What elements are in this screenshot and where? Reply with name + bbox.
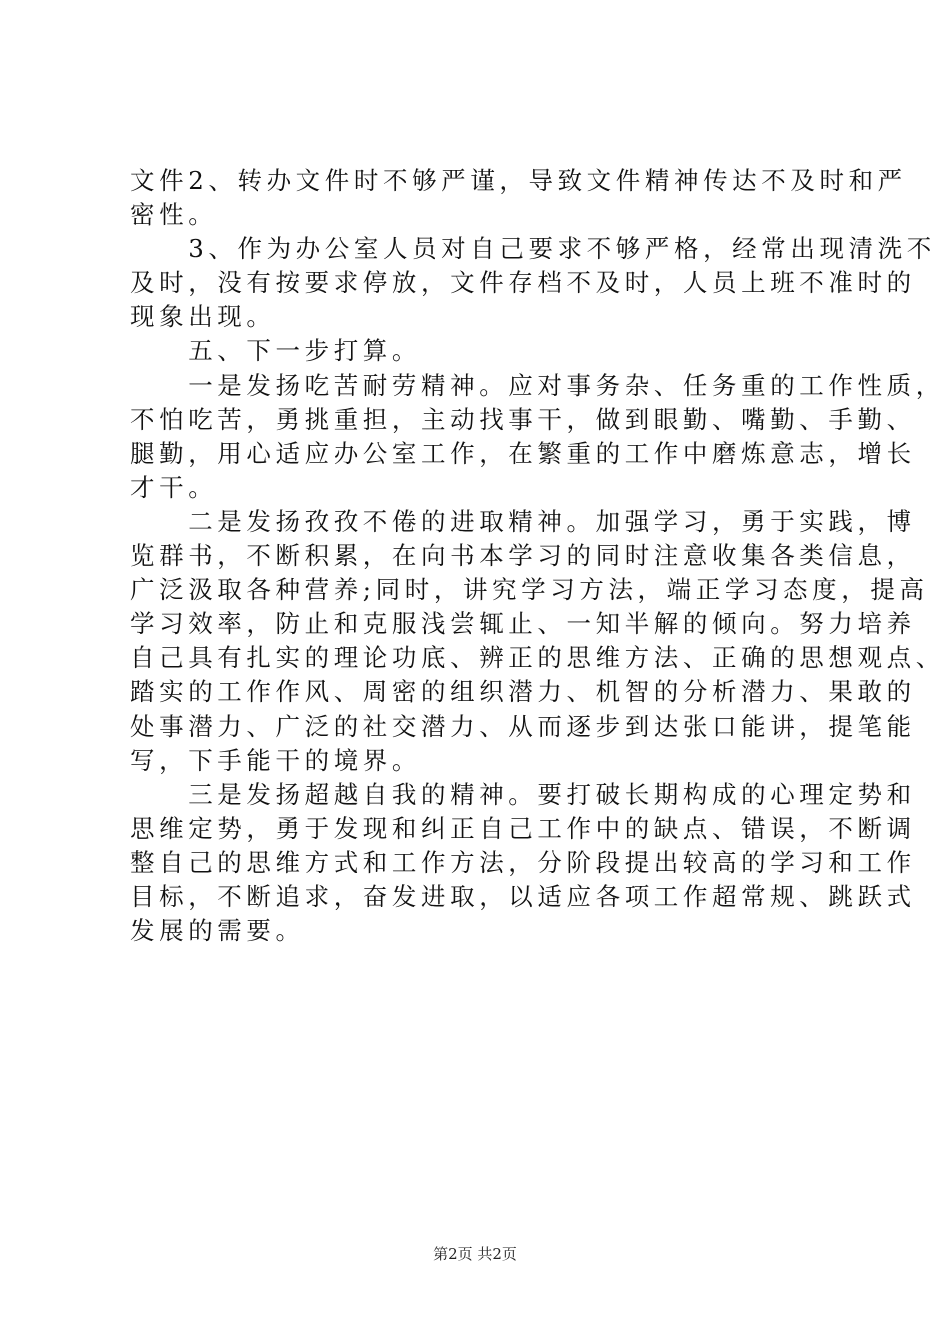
body-line: 三是发扬超越自我的精神。要打破长期构成的心理定势和 [130,779,916,809]
body-line: 处事潜力、广泛的社交潜力、从而逐步到达张口能讲，提笔能 [130,711,916,741]
body-line: 及时，没有按要求停放，文件存档不及时，人员上班不准时的 [130,268,916,298]
body-line: 目标，不断追求，奋发进取，以适应各项工作超常规、跳跃式 [130,881,916,911]
page-number-label: 第2页 共2页 [433,1245,517,1263]
body-line: 腿勤，用心适应办公室工作，在繁重的工作中磨炼意志，增长 [130,438,916,468]
section-heading: 五、下一步打算。 [130,336,421,366]
body-line: 思维定势，勇于发现和纠正自己工作中的缺点、错误，不断调 [130,813,916,843]
body-line: 现象出现。 [130,302,276,332]
body-line: 一是发扬吃苦耐劳精神。应对事务杂、任务重的工作性质， [130,370,945,400]
body-line: 不怕吃苦，勇挑重担，主动找事干，做到眼勤、嘴勤、手勤、 [130,404,916,434]
body-line: 览群书，不断积累，在向书本学习的同时注意收集各类信息， [130,541,916,571]
body-line: 广泛汲取各种营养;同时，讲究学习方法，端正学习态度，提高 [130,575,929,605]
body-line: 二是发扬孜孜不倦的进取精神。加强学习，勇于实践，博 [130,506,916,536]
body-line: 3、作为办公室人员对自己要求不够严格，经常出现清洗不 [130,234,936,264]
body-line: 踏实的工作作风、周密的组织潜力、机智的分析潜力、果敢的 [130,677,916,707]
body-line: 自己具有扎实的理论功底、辨正的思维方法、正确的思想观点、 [130,643,945,673]
body-line: 学习效率，防止和克服浅尝辄止、一知半解的倾向。努力培养 [130,609,916,639]
page-footer [0,1243,950,1265]
body-line: 写，下手能干的境界。 [130,745,421,775]
document-body [130,164,945,948]
body-line: 密性。 [130,200,218,230]
body-line: 整自己的思维方式和工作方法，分阶段提出较高的学习和工作 [130,847,916,877]
body-line: 才干。 [130,472,218,502]
body-line: 发展的需要。 [130,916,305,946]
body-line: 文件2、转办文件时不够严谨，导致文件精神传达不及时和严 [130,166,907,195]
